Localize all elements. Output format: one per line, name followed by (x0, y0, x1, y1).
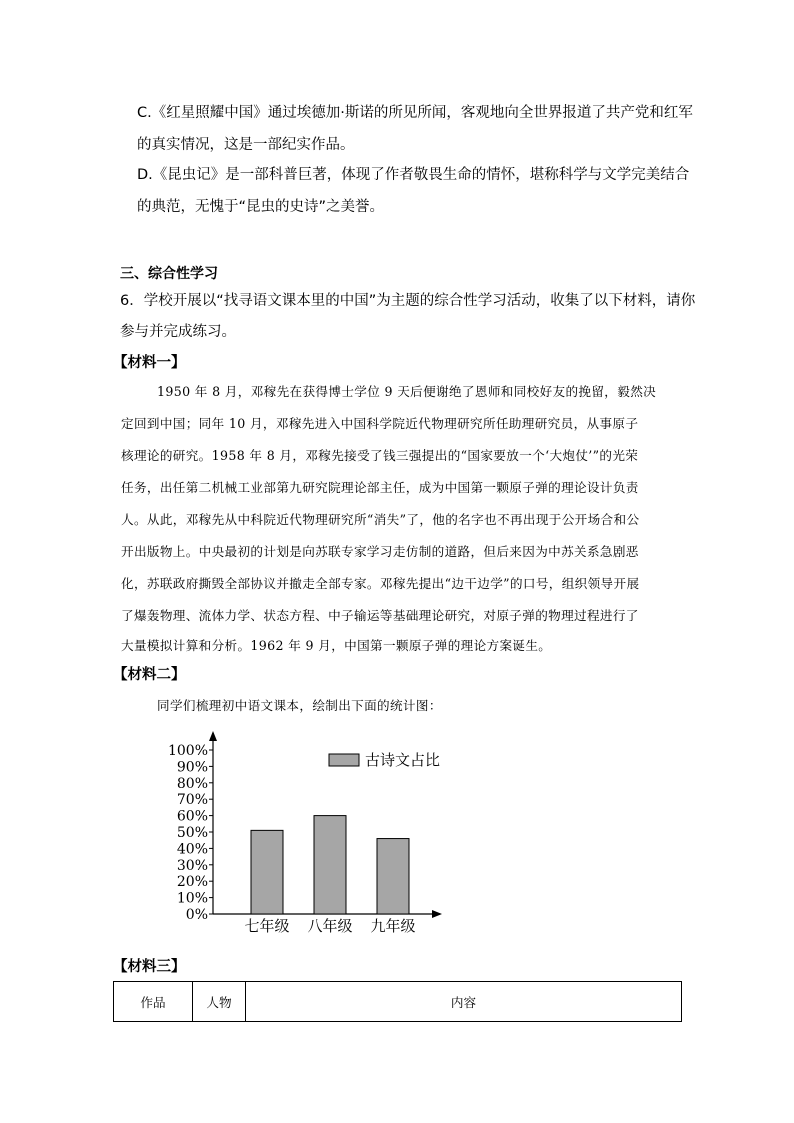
material1-line: 人。从此，邓稼先从中科院近代物理研究所“消失”了，他的名字也不再出现于公开场合和公 (121, 512, 640, 527)
material1-line: 任务，出任第二机械工业部第九研究院理论部主任，成为中国第一颗原子弹的理论设计负责 (121, 480, 639, 495)
material1-line: 大量模拟计算和分析。1962 年 9 月，中国第一颗原子弹的理论方案诞生。 (121, 638, 552, 653)
x-tick-label: 八年级 (307, 917, 353, 935)
material1-label: 【材料一】 (113, 355, 186, 371)
material1-line: 了爆轰物理、流体力学、状态方程、中子输运等基础理论研究，对原子弹的物理过程进行了 (121, 608, 639, 623)
question-6-line2: 参与并完成练习。 (120, 324, 236, 340)
y-axis-arrow (209, 731, 217, 741)
material3-label: 【材料三】 (113, 959, 186, 975)
material1-line: 1950 年 8 月，邓稼先在获得博士学位 9 天后便谢绝了恩师和同校好友的挽留，毅然决 (157, 384, 657, 399)
y-tick-label: 100% (167, 743, 208, 759)
y-tick-label: 20% (176, 874, 208, 891)
y-tick-label: 30% (176, 857, 208, 874)
option-c-line2: 的真实情况，这是一部纪实作品。 (137, 137, 355, 153)
bar (377, 839, 409, 914)
material2-label: 【材料二】 (113, 667, 186, 683)
legend-label: 古诗文占比 (365, 751, 441, 769)
table-header-row (114, 982, 682, 1022)
x-tick-label: 九年级 (370, 917, 416, 935)
y-tick-label: 70% (176, 792, 208, 809)
y-tick-label: 0% (185, 907, 208, 923)
material2-intro: 同学们梳理初中语文课本，绘制出下面的统计图： (157, 698, 442, 713)
material1-line: 定回到中国；同年 10 月，邓稼先进入中国科学院近代物理研究所任助理研究员，从事原子 (121, 416, 639, 431)
material1-line: 开出版物上。中央最初的计划是向苏联专家学习走仿制的道路，但后来因为中苏关系急剧恶 (121, 544, 639, 559)
x-axis-arrow (432, 910, 442, 918)
y-tick-label: 50% (176, 825, 208, 841)
material1-line: 化，苏联政府撕毁全部协议并撤走全部专家。邓稼先提出“边干边学”的口号，组织领导开展 (121, 576, 640, 591)
y-tick-label: 10% (176, 890, 208, 907)
y-tick-label: 60% (176, 808, 208, 825)
table-header-cell: 作品 (114, 982, 193, 1022)
legend-swatch (329, 754, 359, 766)
table-header-cell: 内容 (246, 982, 682, 1022)
bar (251, 830, 283, 914)
material3-table (113, 981, 682, 1022)
y-tick-label: 40% (176, 841, 208, 858)
y-tick-label: 80% (176, 775, 208, 792)
option-d-line2: 的典范，无愧于“昆虫的史诗”之美誉。 (137, 199, 385, 215)
option-d-line1: D.《昆虫记》是一部科普巨著，体现了作者敬畏生命的情怀，堪称科学与文学完美结合 (137, 167, 690, 183)
option-c-line1: C.《红星照耀中国》通过埃德加·斯诺的所见所闻，客观地向全世界报道了共产党和红军 (137, 105, 693, 121)
question-6-line1: 6．学校开展以“找寻语文课本里的中国”为主题的综合性学习活动，收集了以下材料，请你 (120, 293, 696, 309)
material1-line: 核理论的研究。1958 年 8 月，邓稼先接受了钱三强提出的“国家要放一个‘大炮仗’”的光荣 (121, 448, 639, 463)
bar (314, 816, 346, 914)
y-tick-label: 90% (176, 759, 208, 776)
table-header-cell: 人物 (193, 982, 246, 1022)
x-tick-label: 七年级 (244, 917, 290, 935)
section-heading: 三、综合性学习 (120, 266, 218, 282)
